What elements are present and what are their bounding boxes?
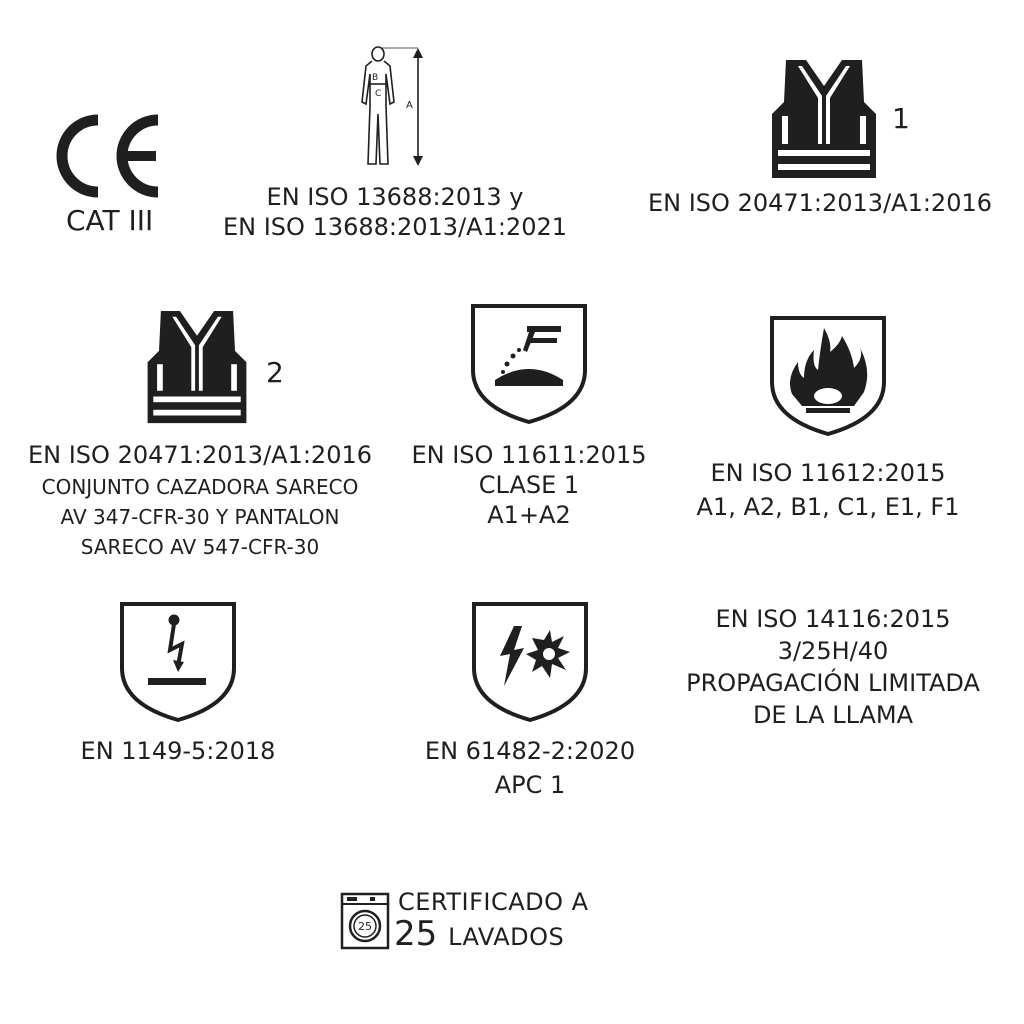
electric-arc-shield-icon <box>470 600 590 724</box>
flame-line: EN ISO 11612:2015 <box>710 459 946 487</box>
drum-label: 25 <box>358 920 372 933</box>
class-number: 2 <box>266 356 284 389</box>
flame-line: A1, A2, B1, C1, E1, F1 <box>696 493 960 521</box>
hivis-class2-detail: CONJUNTO CAZADORA SARECO <box>41 475 359 499</box>
washing-certified-label: CERTIFICADO A <box>398 888 589 916</box>
hivis-class2-detail: SARECO AV 547-CFR-30 <box>80 535 320 559</box>
welding-line: EN ISO 11611:2015 <box>411 441 647 469</box>
body-measurement-icon <box>358 44 434 170</box>
size-standard-line: EN ISO 13688:2013/A1:2021 <box>222 213 568 241</box>
washing-unit: LAVADOS <box>448 923 565 951</box>
class-number: 1 <box>892 102 910 135</box>
hivis-class2-detail: AV 347-CFR-30 Y PANTALON <box>60 505 340 529</box>
antistatic-standard: EN 1149-5:2018 <box>80 737 276 765</box>
measure-label-c: C <box>375 89 382 99</box>
ce-category: CAT III <box>66 204 154 237</box>
arc-line: EN 61482-2:2020 <box>424 737 636 765</box>
measure-label-a: A <box>406 100 413 111</box>
high-visibility-vest-icon <box>764 56 884 184</box>
limited-flame-line: DE LA LLAMA <box>752 701 914 729</box>
limited-flame-block <box>650 604 1016 730</box>
arc-line: APC 1 <box>494 771 566 799</box>
washing-machine-icon <box>340 892 390 950</box>
welding-line: CLASE 1 <box>478 471 580 499</box>
welding-shield-icon <box>469 302 589 426</box>
hivis-class2-standard: EN ISO 20471:2013/A1:2016 <box>27 441 373 469</box>
ce-mark-icon <box>52 112 172 200</box>
hivis-class1-standard: EN ISO 20471:2013/A1:2016 <box>647 189 993 217</box>
washing-count: 25 <box>394 914 438 954</box>
size-standard-line: EN ISO 13688:2013 y <box>266 183 524 211</box>
measure-label-b: B <box>372 73 379 83</box>
limited-flame-line: PROPAGACIÓN LIMITADA <box>686 669 980 697</box>
limited-flame-line: 3/25H/40 <box>777 637 889 665</box>
flame-shield-icon <box>768 314 888 438</box>
high-visibility-vest-icon <box>140 304 254 432</box>
washing-count-line <box>394 914 564 954</box>
limited-flame-line: EN ISO 14116:2015 <box>715 605 951 633</box>
welding-line: A1+A2 <box>487 501 571 529</box>
antistatic-shield-icon <box>118 600 238 724</box>
